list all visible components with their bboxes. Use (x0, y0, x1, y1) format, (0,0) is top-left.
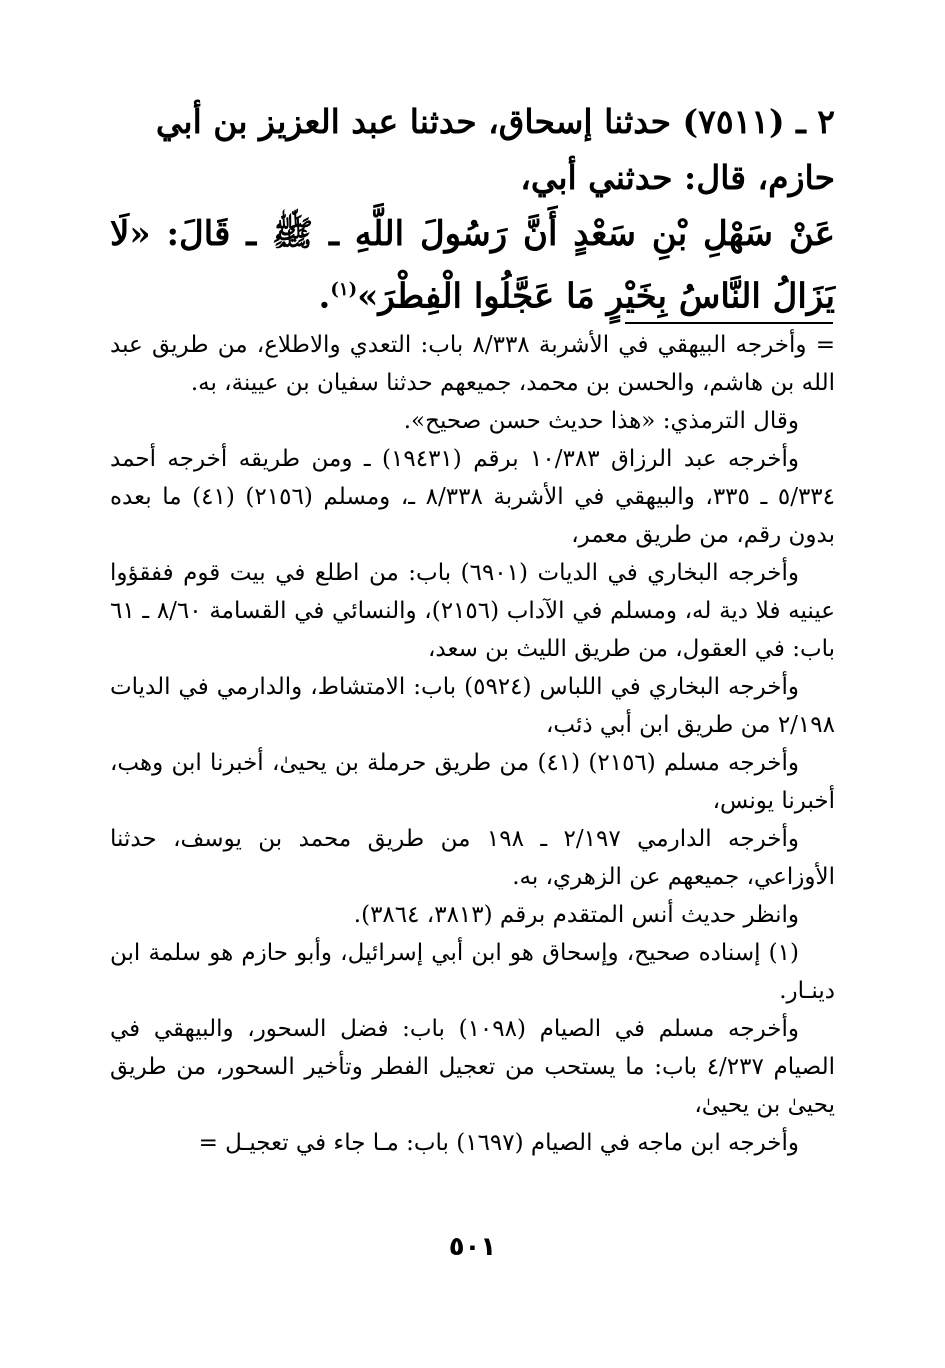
footnote-paragraph: وأخرجه الدارمي ٢/١٩٧ ـ ١٩٨ من طريق محمد بن يوسف، حدثنا الأوزاعي، جميعهم عن الزهري، به. (110, 826, 835, 890)
footnote-reference: (١) (330, 279, 358, 300)
isnad-line-2: حازم، قال: حدثني أبي، (520, 158, 835, 197)
footnotes (110, 326, 835, 1162)
footnote-paragraph: وأخرجه البخاري في الديات (٦٩٠١) باب: من اطلع في بيت قوم ففقؤوا عينيه فلا دية له، ومسلم في الآداب (٢١٥٦)، والنسائي في القسامة ٨/٦٠ ـ ٦١ باب: في العقول، من طريق الليث بن سعد، (110, 560, 835, 662)
hadith-matn (110, 206, 835, 324)
footnote-paragraph: = وأخرجه البيهقي في الأشربة ٨/٣٣٨ باب: التعدي والاطلاع، من طريق عبد الله بن هاشم، والحسن بن محمد، جميعهم حدثنا سفيان بن عيينة، به. (110, 332, 835, 396)
footnote-paragraph: وأخرجه عبد الرزاق ١٠/٣٨٣ برقم (١٩٤٣١) ـ ومن طريقه أخرجه أحمد ٥/٣٣٤ ـ ٣٣٥، والبيهقي في الأشربة ٨/٣٣٨ ـ، ومسلم (٢١٥٦) (٤١) ما بعده بدون رقم، من طريق معمر، (110, 446, 836, 548)
isnad-line-1: ٢ ـ (٧٥١١) حدثنا إسحاق، حدثنا عبد العزيز بن أبي (155, 102, 835, 141)
footnote-paragraph: وأخرجه مسلم في الصيام (١٠٩٨) باب: فضل السحور، والبيهقي في الصيام ٤/٢٣٧ باب: ما يستحب من تعجيل الفطر وتأخير السحور، من طريق يحيىٰ بن يحيىٰ، (110, 1016, 836, 1118)
footnote-paragraph: وانظر حديث أنس المتقدم برقم (٣٨١٣، ٣٨٦٤). (353, 902, 799, 928)
page-number: ٥٠١ (448, 1232, 497, 1262)
matn-text: عَنْ سَهْلِ بْنِ سَعْدٍ أَنَّ رَسُولَ اللَّهِ ـ ﷺ ـ قَالَ: «لَا يَزَالُ النَّاسُ بِخَيْرٍ مَا عَجَّلُوا الْفِطْرَ» (110, 214, 835, 317)
footnote-paragraph: (١) إسناده صحيح، وإسحاق هو ابن أبي إسرائيل، وأبو حازم هو سلمة ابن دينـار. (110, 940, 835, 1004)
footnote-paragraph: وأخرجه ابن ماجه في الصيام (١٦٩٧) باب: مـا جاء في تعجيـل = (198, 1130, 799, 1156)
footnote-paragraph: وأخرجه مسلم (٢١٥٦) (٤١) من طريق حرملة بن يحيىٰ، أخبرنا ابن وهب، أخبرنا يونس، (110, 750, 835, 814)
matn-end: . (318, 276, 331, 317)
footnote-paragraph: وقال الترمذي: «هذا حديث حسن صحيح». (403, 408, 799, 434)
hadith-text (110, 94, 835, 324)
footnote-paragraph: وأخرجه البخاري في اللباس (٥٩٢٤) باب: الامتشاط، والدارمي في الديات ٢/١٩٨ من طريق ابن أبي ذئب، (110, 674, 835, 738)
footnote-separator (625, 322, 833, 324)
